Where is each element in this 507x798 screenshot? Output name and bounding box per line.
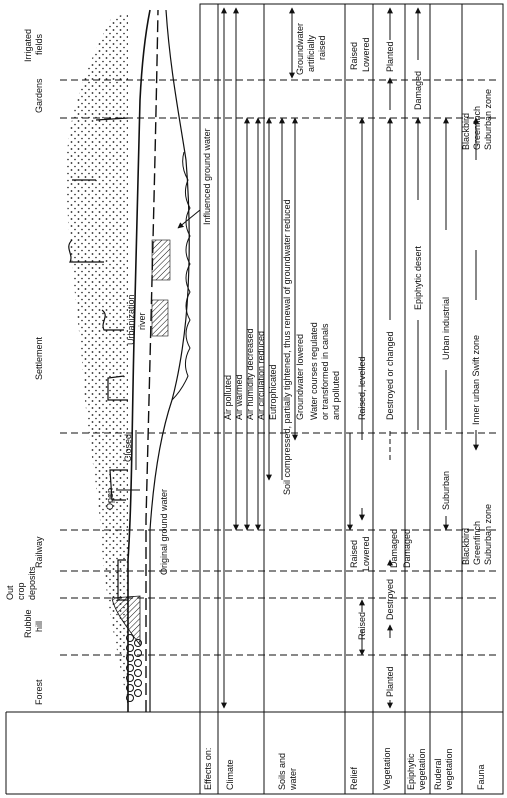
row-epiphytic-2: vegetation — [417, 748, 427, 790]
row-ruderal-2: vegetation — [444, 748, 454, 790]
row-soils-2: water — [288, 767, 298, 790]
effect-water-courses-3: and polluted — [331, 370, 341, 420]
effect-fauna-left-1: Blackbird — [461, 527, 471, 565]
zone-forest: Forest — [34, 679, 44, 705]
effect-eutrophicated: Eutrophicated — [268, 364, 278, 420]
effect-rud-damaged: Damaged — [402, 528, 412, 568]
original-ground-water-line — [146, 10, 158, 712]
zone-rubble-2: hill — [34, 620, 44, 632]
effect-relief-raised-left: Raised — [357, 611, 367, 640]
effect-veg-destroyed: Destroyed — [385, 578, 395, 620]
effect-rud-industrial: Urban industrial — [441, 296, 451, 360]
zone-irrigated-1: Irrigated — [23, 28, 33, 62]
effect-air-polluted: Air polluted — [223, 374, 233, 420]
effect-relief-lowered-mid: Lowered — [361, 536, 371, 571]
effect-fauna-inner: Inner urban Swift zone — [471, 334, 481, 425]
label-open: Open — [105, 487, 115, 510]
effect-fauna-right-2: Greenfinch — [472, 105, 482, 150]
zone-labels — [5, 29, 44, 705]
effect-fauna-left-3: Suburban zone — [483, 503, 493, 565]
effect-epi-damaged-right: Damaged — [413, 70, 423, 110]
effect-fauna-right-3: Suburban zone — [483, 88, 493, 150]
label-closed: Closed — [123, 433, 133, 462]
effect-relief-levelled: Raised, levelled — [357, 356, 367, 420]
row-soils-1: Soils and — [277, 752, 287, 790]
profile-section — [66, 10, 212, 712]
effect-relief-raised-mid: Raised — [349, 539, 359, 568]
zone-rubble-1: Rubble — [23, 609, 33, 638]
effect-rud-suburban: Suburban — [441, 470, 451, 510]
zone-outcrop-3: deposits — [27, 566, 37, 600]
effect-gw-raised-1: Groundwater — [295, 22, 305, 75]
label-influenced-gw: Influenced ground water — [202, 128, 212, 225]
effect-gw-lowered: Groundwater lowered — [295, 333, 305, 420]
zone-outcrop-1: Out — [5, 585, 15, 600]
row-vegetation: Vegetation — [382, 747, 392, 790]
effect-veg-destroyed-changed: Destroyed or changed — [385, 331, 395, 420]
effect-veg-planted-right: Planted — [385, 41, 395, 72]
label-urbanization-river-1: Urbanization — [126, 294, 136, 345]
hatched-well-2 — [152, 300, 168, 336]
label-urbanization-river-2: river — [137, 312, 147, 330]
effect-epi-damaged: Damaged — [389, 528, 399, 568]
effect-relief-lowered-right: Lowered — [361, 37, 371, 72]
effect-air-humidity: Air humidity decreased — [245, 328, 255, 420]
effect-soil-compressed: Soil compressed, partially tightened, thus renewal of groundwater reduced — [282, 199, 292, 495]
effect-gw-raised-3: raised — [317, 35, 327, 60]
pumping-cones — [172, 152, 190, 400]
effect-epi-desert: Epiphytic desert — [413, 245, 423, 310]
row-effects-on: Effects on: — [203, 747, 213, 790]
row-epiphytic-1: Epiphytic — [406, 753, 416, 790]
row-relief: Relief — [349, 766, 359, 790]
effect-veg-planted: Planted — [385, 666, 395, 697]
label-original-gw: Original ground water — [159, 488, 169, 575]
effect-water-courses-2: or transformed in canals — [320, 323, 330, 420]
effect-air-warmed: Air warmed — [234, 374, 244, 420]
row-fauna: Fauna — [476, 764, 486, 790]
zone-railway: Railway — [34, 536, 44, 568]
zone-outcrop-2: crop — [16, 582, 26, 600]
effect-air-circulation: Air circulation reduced — [256, 330, 266, 420]
row-climate: Climate — [225, 759, 235, 790]
hatched-well-1 — [152, 240, 170, 280]
effect-water-courses-1: Water courses regulated — [309, 322, 319, 420]
zone-settlement: Settlement — [34, 336, 44, 380]
effect-gw-raised-2: artificially — [306, 34, 316, 72]
zone-gardens: Gardens — [34, 78, 44, 113]
effect-fauna-right-1: Blackbird — [461, 112, 471, 150]
effect-relief-raised-right: Raised — [349, 41, 359, 70]
row-ruderal-1: Ruderal — [433, 758, 443, 790]
zone-irrigated-2: fields — [34, 33, 44, 55]
effect-fauna-left-2: Greenfinch — [472, 520, 482, 565]
